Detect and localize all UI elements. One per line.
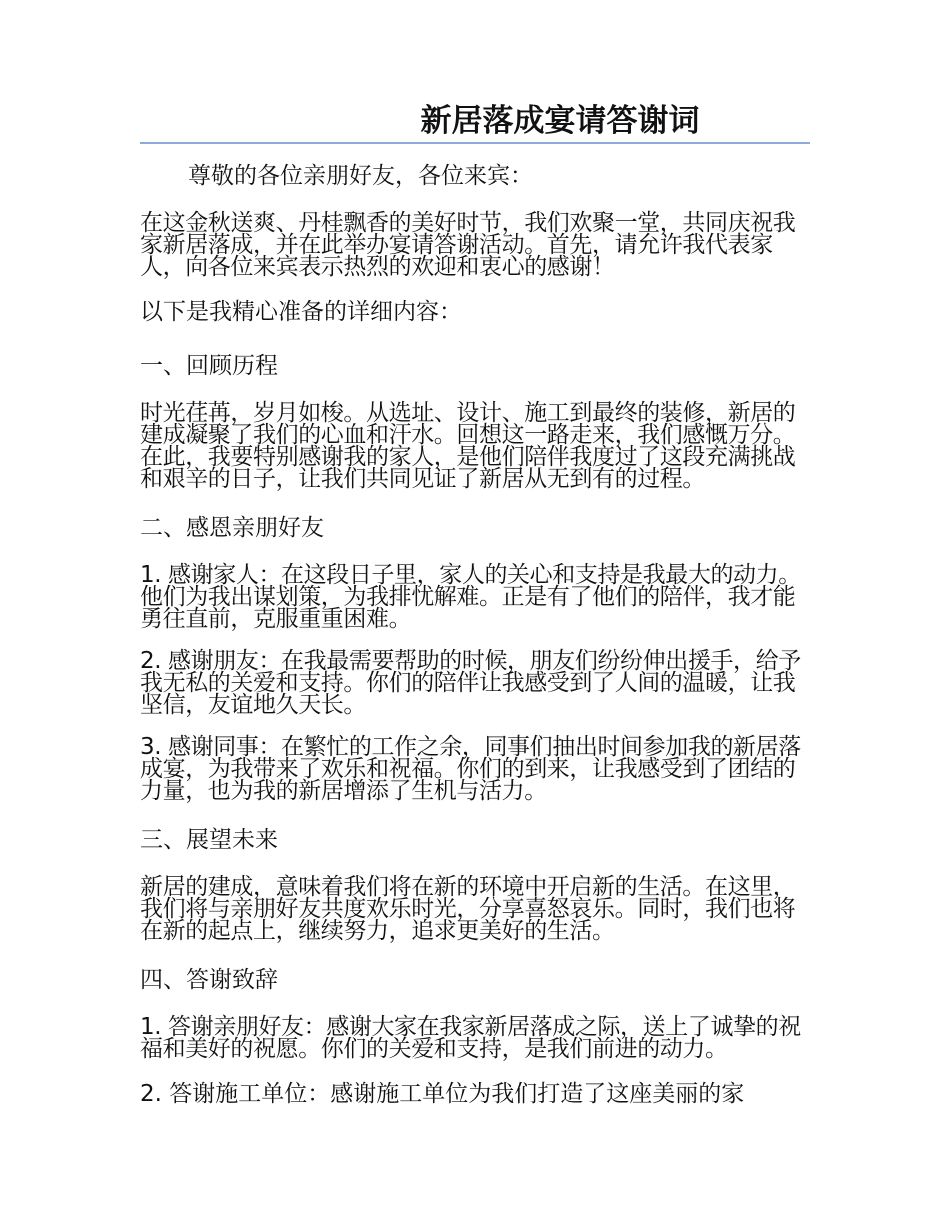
thanks-item-guests: 1. 答谢亲朋好友：感谢大家在我家新居落成之际，送上了诚挚的祝福和美好的祝愿。你们的关爱和支持，是我们前进的动力。 <box>140 1014 801 1062</box>
section-heading-gratitude: 二、感恩亲朋好友 <box>140 515 324 541</box>
intro-paragraph: 在这金秋送爽、丹桂飘香的美好时节，我们欢聚一堂，共同庆祝我家新居落成，并在此举办宴请答谢活动。首先，请允许我代表家人，向各位来宾表示热烈的欢迎和衷心的感谢！ <box>140 210 796 280</box>
greeting: 尊敬的各位亲朋好友，各位来宾： <box>188 163 533 189</box>
document-page <box>140 100 810 1110</box>
section-heading-future: 三、展望未来 <box>140 827 278 853</box>
gratitude-item-colleagues: 3. 感谢同事：在繁忙的工作之余，同事们抽出时间参加我的新居落成宴，为我带来了欢乐和祝福。你们的到来，让我感受到了团结的力量，也为我的新居增添了生机与活力。 <box>140 734 801 804</box>
gratitude-item-family: 1. 感谢家人：在这段日子里，家人的关心和支持是我最大的动力。他们为我出谋划策，为我排忧解难。正是有了他们的陪伴，我才能勇往直前，克服重重困难。 <box>140 562 801 632</box>
section-text-future: 新居的建成，意味着我们将在新的环境中开启新的生活。在这里，我们将与亲朋好友共度欢乐时光，分享喜怒哀乐。同时，我们也将在新的起点上，继续努力，追求更美好的生活。 <box>140 874 796 944</box>
thanks-item-builders: 2. 答谢施工单位：感谢施工单位为我们打造了这座美丽的家 <box>140 1081 745 1107</box>
section-heading-review: 一、回顾历程 <box>140 353 278 379</box>
gratitude-item-friends: 2. 感谢朋友：在我最需要帮助的时候，朋友们纷纷伸出援手，给予我无私的关爱和支持。你们的陪伴让我感受到了人间的温暖，让我坚信，友谊地久天长。 <box>140 648 801 718</box>
lead-line: 以下是我精心准备的详细内容： <box>140 299 462 325</box>
section-heading-thanks: 四、答谢致辞 <box>140 967 278 993</box>
page-title: 新居落成宴请答谢词 <box>420 103 700 139</box>
title-bar <box>140 100 810 144</box>
section-text-review: 时光荏苒，岁月如梭。从选址、设计、施工到最终的装修，新居的建成凝聚了我们的心血和汗水。回想这一路走来，我们感慨万分。在此，我要特别感谢我的家人，是他们陪伴我度过了这段充满挑战和艰辛的日子，让我们共同见证了新居从无到有的过程。 <box>140 400 796 492</box>
